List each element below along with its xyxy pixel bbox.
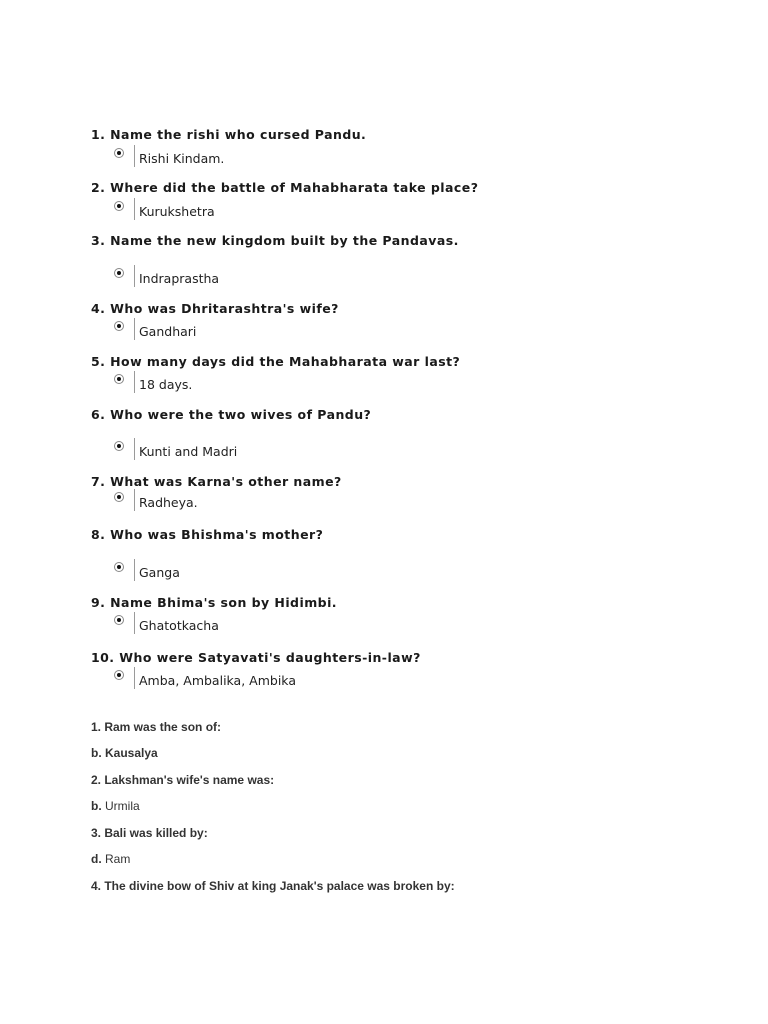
answer-divider — [134, 559, 135, 581]
radio-selected-icon[interactable] — [114, 321, 124, 331]
radio-selected-icon[interactable] — [114, 374, 124, 384]
question-1: 1. Name the rishi who cursed Pandu. — [91, 127, 367, 142]
question-5: 5. How many days did the Mahabharata war last? — [91, 354, 461, 369]
answer-ram-1 — [91, 746, 158, 760]
radio-selected-icon[interactable] — [114, 492, 124, 502]
answer-text: Indraprastha — [139, 271, 220, 286]
answer-ram-2 — [91, 799, 140, 813]
answer-text: Radheya. — [139, 495, 198, 510]
question-4: 4. Who was Dhritarashtra's wife? — [91, 301, 339, 316]
radio-selected-icon[interactable] — [114, 615, 124, 625]
radio-selected-icon[interactable] — [114, 441, 124, 451]
answer-divider — [134, 667, 135, 689]
answer-letter: d. — [91, 852, 102, 866]
question-6: 6. Who were the two wives of Pandu? — [91, 407, 372, 422]
answer-divider — [134, 198, 135, 220]
answer-text: Kurukshetra — [139, 204, 215, 219]
radio-selected-icon[interactable] — [114, 670, 124, 680]
radio-selected-icon[interactable] — [114, 268, 124, 278]
answer-letter: b. — [91, 799, 102, 813]
answer-text: Urmila — [105, 799, 140, 813]
question-10: 10. Who were Satyavati's daughters-in-law? — [91, 650, 421, 665]
answer-text: Amba, Ambalika, Ambika — [139, 673, 296, 688]
question-ram-4: 4. The divine bow of Shiv at king Janak's palace was broken by: — [91, 879, 455, 893]
answer-text: Rishi Kindam. — [139, 151, 225, 166]
answer-divider — [134, 371, 135, 393]
answer-divider — [134, 489, 135, 511]
radio-selected-icon[interactable] — [114, 148, 124, 158]
answer-divider — [134, 612, 135, 634]
answer-text: Ghatotkacha — [139, 618, 219, 633]
radio-selected-icon[interactable] — [114, 562, 124, 572]
answer-text: Kausalya — [105, 746, 158, 760]
answer-divider — [134, 438, 135, 460]
question-9: 9. Name Bhima's son by Hidimbi. — [91, 595, 337, 610]
question-7: 7. What was Karna's other name? — [91, 474, 342, 489]
question-ram-1: 1. Ram was the son of: — [91, 720, 222, 734]
answer-ram-3 — [91, 852, 130, 866]
answer-letter: b. — [91, 746, 102, 760]
question-2: 2. Where did the battle of Mahabharata take place? — [91, 180, 479, 195]
answer-divider — [134, 265, 135, 287]
question-ram-3: 3. Bali was killed by: — [91, 826, 208, 840]
answer-divider — [134, 318, 135, 340]
answer-text: Gandhari — [139, 324, 197, 339]
answer-text: Kunti and Madri — [139, 444, 238, 459]
question-8: 8. Who was Bhishma's mother? — [91, 527, 324, 542]
answer-divider — [134, 145, 135, 167]
answer-text: Ganga — [139, 565, 180, 580]
answer-text: 18 days. — [139, 377, 193, 392]
question-3: 3. Name the new kingdom built by the Pandavas. — [91, 233, 459, 248]
question-ram-2: 2. Lakshman's wife's name was: — [91, 773, 275, 787]
radio-selected-icon[interactable] — [114, 201, 124, 211]
answer-text: Ram — [105, 852, 131, 866]
